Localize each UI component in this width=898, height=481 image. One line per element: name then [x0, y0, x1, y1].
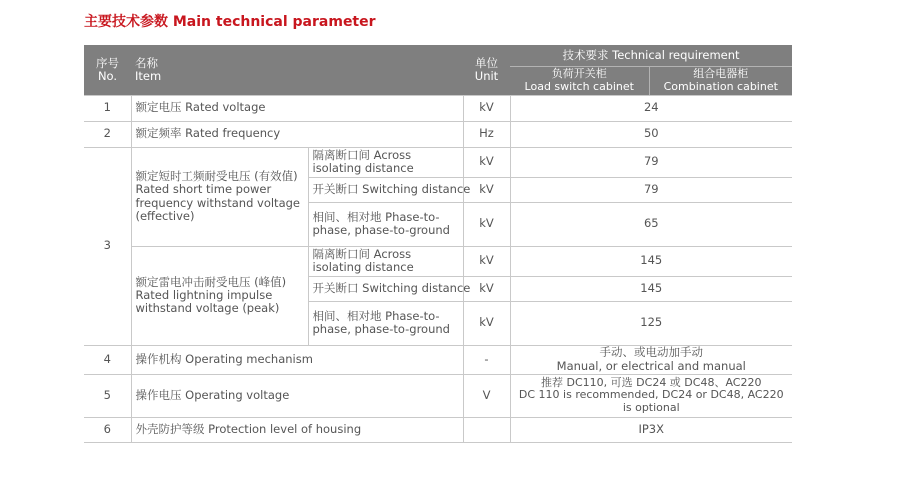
header-load-zh: 负荷开关柜	[551, 66, 607, 80]
header-item-en: Item	[135, 68, 162, 83]
table-row	[84, 147, 792, 177]
header-no-en: No.	[97, 68, 118, 83]
header-load-switch-cabinet	[510, 66, 649, 95]
row-value: 79	[510, 147, 792, 177]
row-sub-item: 隔离断口间 Across isolating distance	[308, 147, 463, 177]
row-no: 6	[84, 417, 131, 442]
row-unit: V	[463, 374, 510, 417]
header-comb-zh: 组合电器柜	[693, 66, 749, 80]
row-value-zh: 手动、或电动加手动	[599, 345, 703, 360]
row-value: 50	[510, 121, 792, 147]
row-group-label: 额定短时工频耐受电压 (有效值) Rated short time power frequency withstand voltage (effective)	[131, 147, 308, 246]
row-no: 4	[84, 345, 131, 374]
row-item: 额定频率 Rated frequency	[131, 121, 463, 147]
row-unit: kV	[463, 276, 510, 301]
row-value: 65	[510, 202, 792, 246]
row-no: 3	[84, 147, 131, 345]
page-title: 主要技术参数 Main technical parameter	[84, 14, 376, 30]
table-row	[84, 246, 792, 276]
row-unit: -	[463, 345, 510, 374]
table-row	[84, 121, 792, 147]
technical-parameter-table	[84, 45, 792, 443]
row-unit: kV	[463, 147, 510, 177]
header-load-en: Load switch cabinet	[524, 79, 634, 93]
row-sub-item: 相间、相对地 Phase-to-phase, phase-to-ground	[308, 202, 463, 246]
row-value: 145	[510, 276, 792, 301]
header-combination-cabinet	[649, 66, 792, 95]
row-no: 2	[84, 121, 131, 147]
row-no: 1	[84, 95, 131, 121]
row-unit: kV	[463, 202, 510, 246]
header-unit-en: Unit	[474, 68, 499, 83]
row-item: 外壳防护等级 Protection level of housing	[131, 417, 463, 442]
row-value-en: Manual, or electrical and manual	[556, 358, 746, 373]
row-sub-item: 相间、相对地 Phase-to-phase, phase-to-ground	[308, 301, 463, 345]
row-sub-item: 开关断口 Switching distance	[308, 276, 463, 301]
header-item	[131, 45, 463, 95]
row-value: 79	[510, 177, 792, 202]
row-item: 操作机构 Operating mechanism	[131, 345, 463, 374]
row-value: 24	[510, 95, 792, 121]
row-sub-item: 开关断口 Switching distance	[308, 177, 463, 202]
row-value: 145	[510, 246, 792, 276]
row-unit: kV	[463, 95, 510, 121]
header-technical-requirement: 技术要求 Technical requirement	[510, 45, 792, 66]
row-value: 125	[510, 301, 792, 345]
row-value	[510, 374, 792, 417]
header-no	[84, 45, 131, 95]
row-group-label: 额定雷电冲击耐受电压 (峰值) Rated lightning impulse withstand voltage (peak)	[131, 246, 308, 345]
row-unit: kV	[463, 177, 510, 202]
header-item-zh: 名称	[135, 55, 158, 70]
table-row	[84, 95, 792, 121]
header-no-zh: 序号	[96, 55, 119, 70]
row-value-en: DC 110 is recommended, DC24 or DC48, AC220 is optional	[518, 388, 784, 414]
header-comb-en: Combination cabinet	[663, 79, 778, 93]
row-no: 5	[84, 374, 131, 417]
row-unit: kV	[463, 301, 510, 345]
row-sub-item: 隔离断口间 Across isolating distance	[308, 246, 463, 276]
row-unit: Hz	[463, 121, 510, 147]
table-row	[84, 345, 792, 374]
row-value-zh: 推荐 DC110, 可选 DC24 或 DC48、AC220	[541, 375, 762, 389]
table-row	[84, 374, 792, 417]
row-item: 额定电压 Rated voltage	[131, 95, 463, 121]
row-value	[510, 345, 792, 374]
row-unit	[463, 417, 510, 442]
row-unit: kV	[463, 246, 510, 276]
row-item: 操作电压 Operating voltage	[131, 374, 463, 417]
row-value: IP3X	[510, 417, 792, 442]
table-row	[84, 417, 792, 442]
header-unit-zh: 单位	[475, 55, 498, 70]
header-unit	[463, 45, 510, 95]
